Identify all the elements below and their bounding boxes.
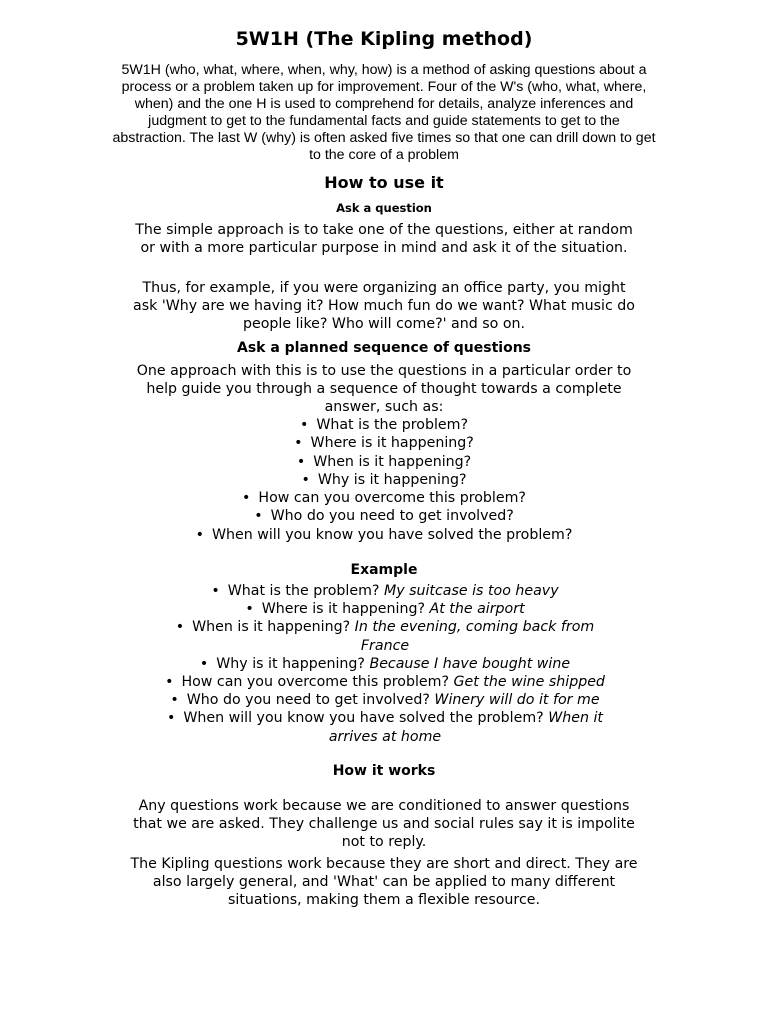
how-it-works-paragraph-1: Any questions work because we are conditioned to answer questions that we are asked. They challenge us and social rules say it is impolite not to reply.: [133, 798, 635, 850]
how-it-works-paragraph-2: The Kipling questions work because they are short and direct. They are also largely general, and 'What' can be applied to many different situations, making them a flexible resource.: [130, 856, 638, 908]
list-item: [0, 416, 768, 434]
bullet-icon: •: [195, 526, 204, 543]
example-item: [150, 691, 620, 709]
how-to-use-heading: How to use it: [324, 173, 444, 192]
example-question: When will you know you have solved the problem?: [183, 710, 544, 727]
list-item-text: What is the problem?: [316, 417, 469, 433]
bullet-icon: •: [299, 417, 309, 433]
list-item-text: Where is it happening?: [310, 435, 474, 452]
bullet-icon: •: [199, 655, 209, 672]
bullet-icon: •: [301, 471, 310, 488]
list-item: [0, 507, 768, 525]
example-answer: Winery will do it for me: [434, 692, 600, 709]
example-question: Who do you need to get involved?: [186, 692, 430, 709]
example-heading: Example: [350, 562, 418, 578]
bullet-icon: •: [296, 453, 306, 470]
example-answer: Get the wine shipped: [453, 674, 605, 691]
bullet-icon: •: [245, 601, 254, 618]
example-question: What is the problem?: [227, 583, 380, 599]
list-item-text: When is it happening?: [313, 453, 472, 470]
list-item: [0, 453, 768, 471]
ask-question-heading: Ask a question: [336, 201, 432, 215]
bullet-icon: •: [294, 435, 303, 452]
planned-sequence-list: [0, 416, 768, 544]
example-question: Why is it happening?: [216, 655, 365, 672]
list-item: [0, 434, 768, 452]
bullet-icon: •: [166, 710, 176, 727]
example-question: Where is it happening?: [261, 601, 425, 618]
ask-question-paragraph-1: The simple approach is to take one of the questions, either at random or with a more particular purpose in mind and ask it of the situation.: [135, 222, 633, 256]
list-item-text: When will you know you have solved the problem?: [212, 526, 573, 543]
example-question: When is it happening?: [192, 619, 351, 636]
example-item: [150, 655, 620, 673]
example-item: [150, 600, 620, 618]
example-item: [150, 618, 620, 654]
planned-sequence-heading: Ask a planned sequence of questions: [236, 340, 532, 356]
example-item: [150, 673, 620, 691]
bullet-icon: •: [254, 508, 263, 525]
example-answer: In the evening, coming back from France: [354, 619, 595, 654]
example-item: [150, 582, 620, 600]
list-item-text: Why is it happening?: [317, 471, 467, 488]
example-answer: My suitcase is too heavy: [383, 583, 559, 599]
example-answer: Because I have bought wine: [369, 655, 571, 672]
example-question: How can you overcome this problem?: [181, 674, 449, 691]
example-answer: At the airport: [429, 601, 525, 618]
planned-sequence-paragraph: One approach with this is to use the questions in a particular order to help guide you through a sequence of thought towards a complete answer, such as:: [136, 363, 632, 415]
list-item: [0, 526, 768, 544]
example-answer: When it arrives at home: [328, 710, 603, 745]
bullet-icon: •: [170, 692, 179, 709]
list-item-text: Who do you need to get involved?: [270, 508, 514, 525]
list-item: [0, 471, 768, 489]
bullet-icon: •: [211, 583, 220, 599]
ask-question-paragraph-2: Thus, for example, if you were organizing an office party, you might ask 'Why are we having it? How much fun do we want? What music do people like? Who will come?' and so on.: [133, 280, 635, 332]
list-item-text: How can you overcome this problem?: [258, 490, 526, 507]
bullet-icon: •: [175, 619, 185, 636]
intro-paragraph: 5W1H (who, what, where, when, why, how) is a method of asking questions about a process or a problem taken up for improvement. Four of the W's (who, what, where, when) and the one H is used to comprehend for details, analyze inferences and judgment to get to the fundamental facts and guide statements to get to the abstraction. The last W (why) is often asked five times so that one can drill down to get to the core of a problem: [112, 62, 656, 163]
list-item: [0, 489, 768, 507]
example-list: [150, 582, 620, 746]
example-item: [150, 709, 620, 745]
bullet-icon: •: [165, 674, 174, 691]
document-title: 5W1H (The Kipling method): [235, 28, 533, 50]
bullet-icon: •: [242, 490, 251, 507]
how-it-works-heading: How it works: [332, 763, 436, 779]
